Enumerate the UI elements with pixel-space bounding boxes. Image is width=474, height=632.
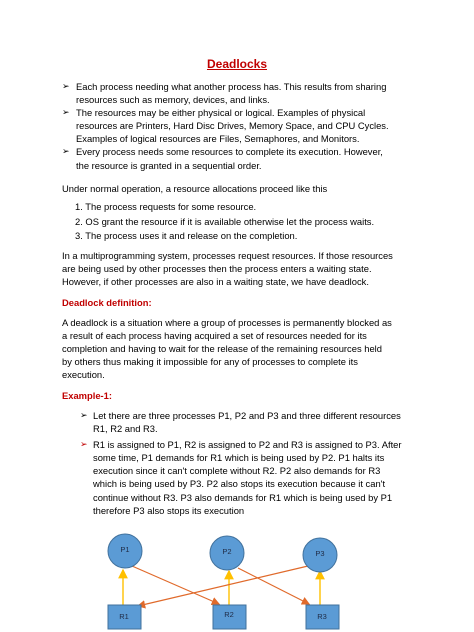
bullet-line: some time, P1 demands for R1 which is being used by P2. P1 halts its [93, 452, 385, 464]
bullet-line: Each process needing what another process has. This results from sharing [76, 81, 387, 92]
process-label-p1: P1 [120, 545, 130, 554]
bullet-line: resources are Printers, Hard Disc Drives, Memory Space, and CPU Cycles. [76, 120, 389, 132]
bullet-line: Every process needs some resources to complete its execution. However, [76, 146, 383, 158]
bullet-line: the resource is granted in a sequential order. [76, 159, 262, 171]
step-item: 1. The process requests for some resource. [75, 201, 257, 212]
paragraph-line: However, if other processes are also in a waiting state, we have deadlock. [62, 276, 369, 288]
page-title: Deadlocks [206, 57, 268, 71]
bullet-line: Let there are three processes P1, P2 and P3 and three different resources [93, 410, 401, 421]
paragraph-line: a result of each process having acquired a set of resources needed for its [62, 330, 367, 342]
arrow-bullet-icon: ➢ [80, 439, 88, 450]
bullet-line: resources such as memory, devices, and links. [76, 94, 270, 106]
paragraph-line: completion and having to wait for the release of the remaining resources held [62, 343, 382, 355]
process-label-p2: P2 [222, 547, 232, 556]
bullet-line: Examples of logical resources are Files, Semaphores, and Monitors. [76, 133, 360, 145]
resource-label-r3: R3 [317, 612, 327, 621]
request-arrow-p1-r2 [132, 566, 219, 604]
request-arrow-p3-r1 [138, 566, 308, 606]
bullet-line: The resources may be either physical or logical. Examples of physical [76, 107, 366, 119]
arrow-bullet-icon: ➢ [62, 81, 70, 91]
bullet-line: execution since it can't complete without R2. P2 also demands for R3 [93, 465, 381, 477]
bullet-line: R1 is assigned to P1, R2 is assigned to P2 and R3 is assigned to P3. After [93, 439, 402, 451]
request-arrow-p2-r3 [238, 568, 309, 604]
example-heading: Example-1: [62, 390, 113, 401]
paragraph-line: execution. [62, 369, 105, 381]
step-item: 2. OS grant the resource if it is available otherwise let the process waits. [75, 215, 375, 227]
normal-operation-text: Under normal operation, a resource allocations proceed like this [62, 183, 328, 194]
process-label-p3: P3 [315, 549, 325, 558]
arrow-bullet-icon: ➢ [62, 107, 70, 118]
arrow-bullet-icon: ➢ [80, 410, 88, 420]
paragraph-line: In a multiprogramming system, processes request resources. If those resources [62, 250, 393, 261]
bullet-line: R1, R2 and R3. [93, 423, 158, 435]
bullet-line: continue without R3. P3 also demands for R1 which is being used by P1 [93, 491, 393, 503]
definition-heading: Deadlock definition: [62, 297, 152, 308]
paragraph-line: A deadlock is a situation where a group of processes is permanently blocked as [62, 317, 392, 328]
bullet-line: therefore P3 also stops its execution [93, 504, 245, 516]
arrow-bullet-icon: ➢ [62, 146, 70, 157]
resource-label-r2: R2 [224, 610, 234, 619]
bullet-line: which is being used by P3. P2 also stops its execution because it can't [93, 478, 386, 490]
resource-label-r1: R1 [119, 612, 129, 621]
paragraph-line: are being used by other processes then the process enters a waiting state. [62, 263, 372, 275]
paragraph-line: by others thus making it impossible for any of processes to complete its [62, 356, 358, 368]
step-item: 3. The process uses it and release on the completion. [75, 230, 298, 241]
